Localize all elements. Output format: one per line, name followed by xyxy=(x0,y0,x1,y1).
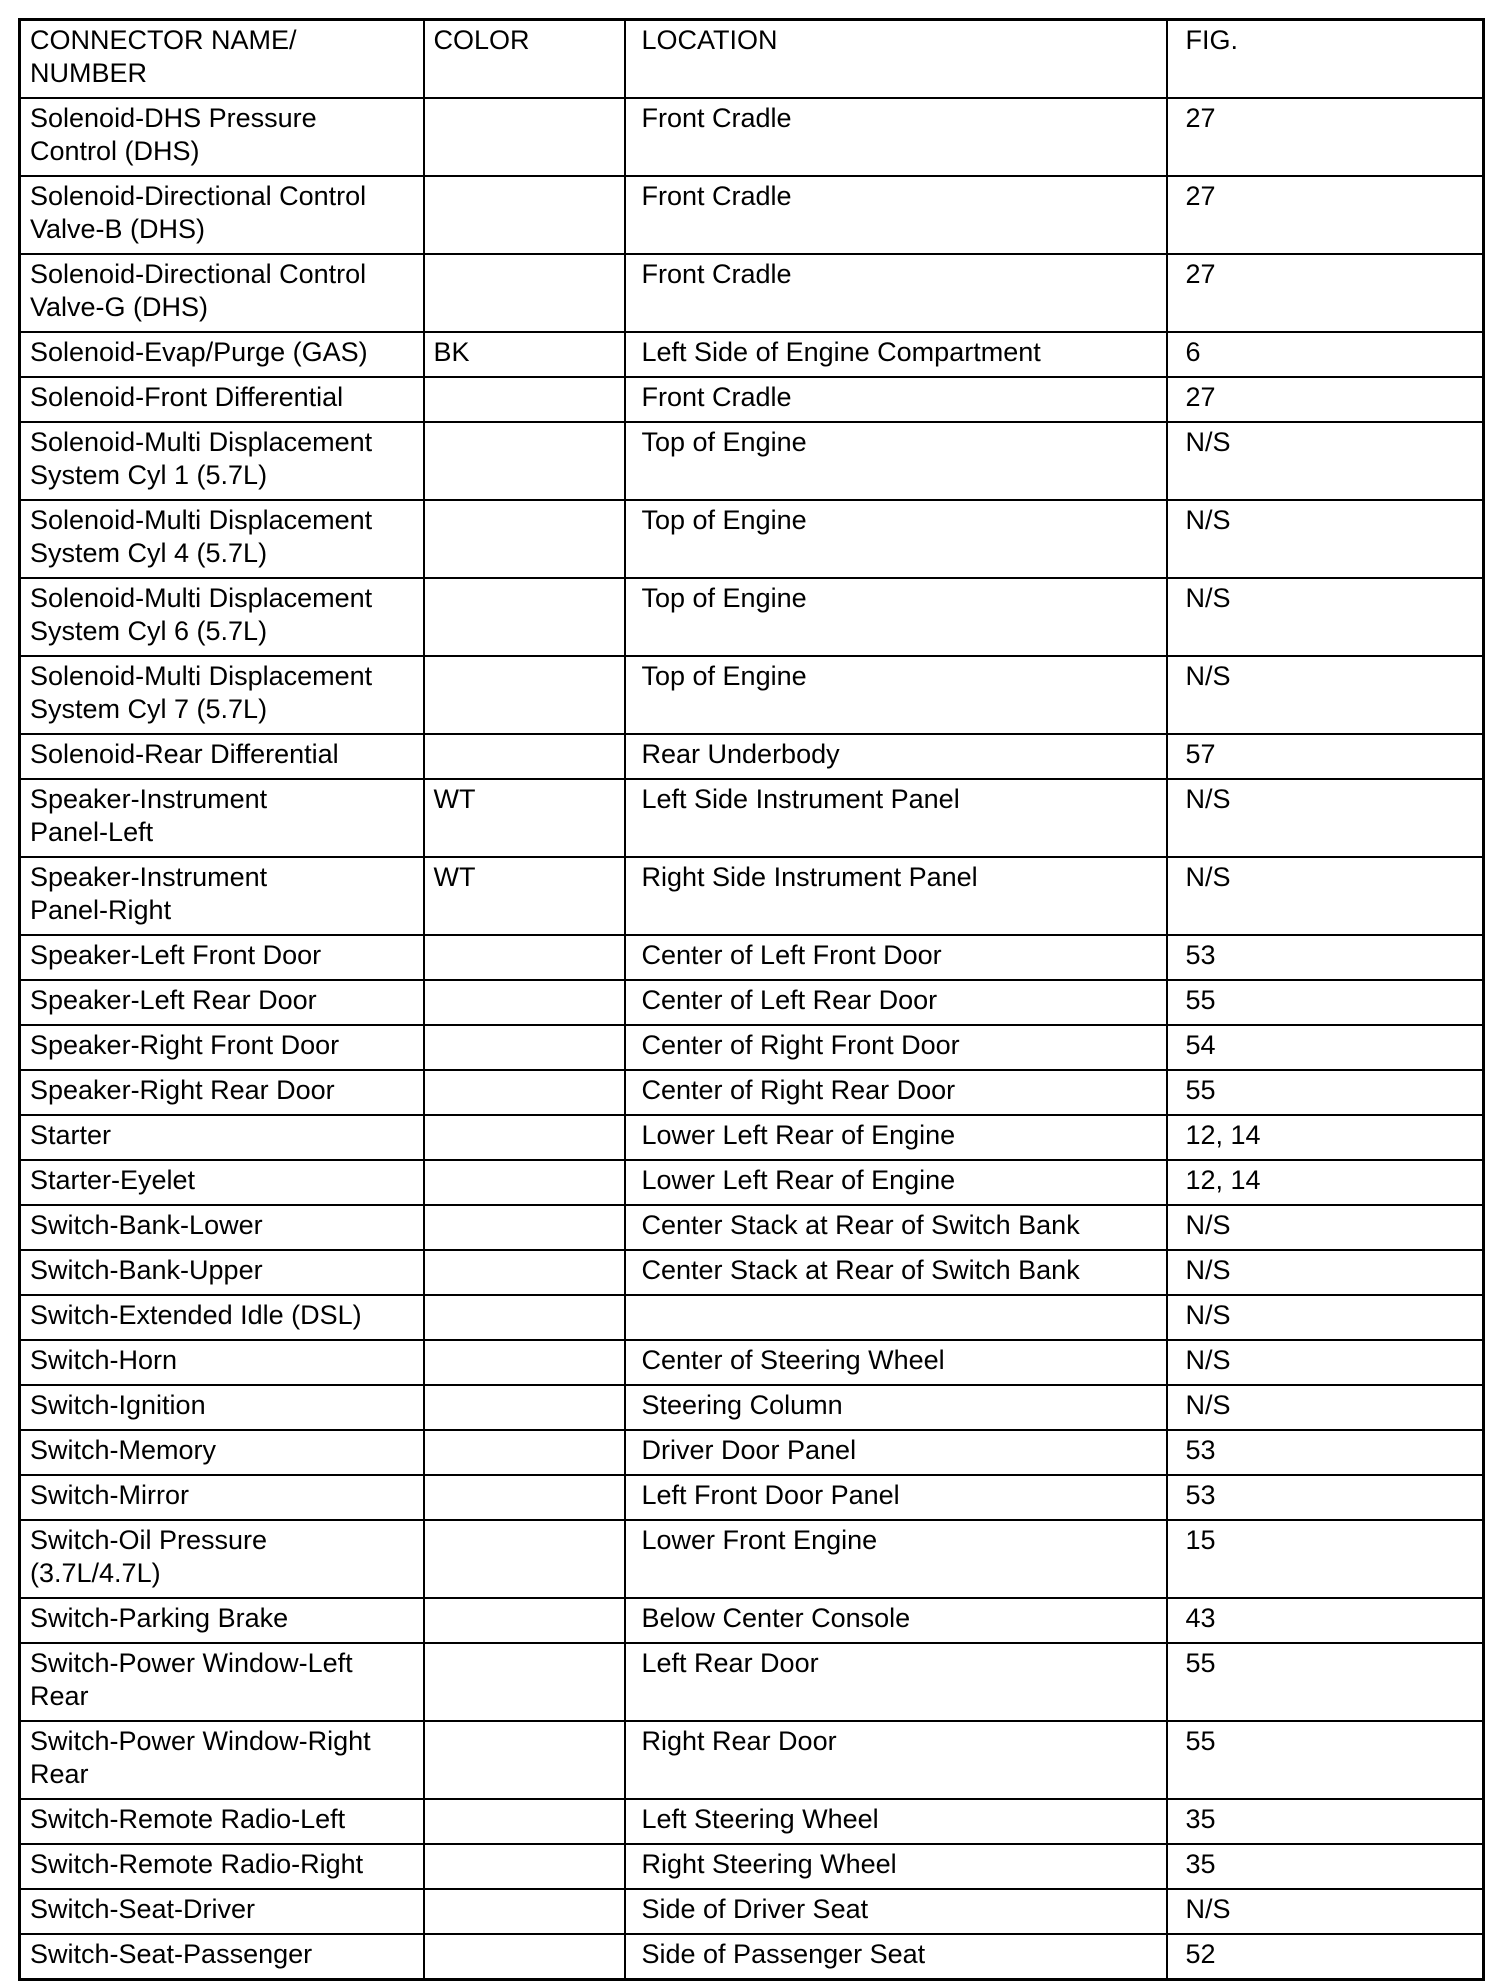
cell-fig: N/S xyxy=(1167,779,1484,857)
cell-fig: N/S xyxy=(1167,578,1484,656)
cell-color xyxy=(424,1295,625,1340)
table-row xyxy=(20,254,1484,332)
cell-connector-name: Speaker-Instrument Panel-Right xyxy=(20,857,424,935)
cell-color xyxy=(424,1721,625,1799)
table-row xyxy=(20,1295,1484,1340)
cell-color xyxy=(424,377,625,422)
cell-location: Left Side of Engine Compartment xyxy=(625,332,1167,377)
cell-location: Front Cradle xyxy=(625,254,1167,332)
cell-fig: N/S xyxy=(1167,422,1484,500)
cell-fig: N/S xyxy=(1167,1340,1484,1385)
table-row xyxy=(20,500,1484,578)
cell-location: Top of Engine xyxy=(625,578,1167,656)
cell-fig: 15 xyxy=(1167,1520,1484,1598)
cell-location: Center of Left Front Door xyxy=(625,935,1167,980)
cell-location: Center Stack at Rear of Switch Bank xyxy=(625,1250,1167,1295)
cell-color xyxy=(424,935,625,980)
cell-location: Center Stack at Rear of Switch Bank xyxy=(625,1205,1167,1250)
cell-color: BK xyxy=(424,332,625,377)
cell-connector-name: Switch-Seat-Passenger xyxy=(20,1934,424,1980)
cell-color: WT xyxy=(424,779,625,857)
cell-location: Center of Right Rear Door xyxy=(625,1070,1167,1115)
cell-location: Top of Engine xyxy=(625,500,1167,578)
cell-color xyxy=(424,176,625,254)
cell-connector-name: Switch-Bank-Lower xyxy=(20,1205,424,1250)
cell-connector-name: Speaker-Right Front Door xyxy=(20,1025,424,1070)
table-row xyxy=(20,1934,1484,1980)
cell-connector-name: Switch-Ignition xyxy=(20,1385,424,1430)
cell-location: Lower Left Rear of Engine xyxy=(625,1160,1167,1205)
cell-color xyxy=(424,1160,625,1205)
cell-location: Top of Engine xyxy=(625,656,1167,734)
cell-fig: 43 xyxy=(1167,1598,1484,1643)
cell-fig: 55 xyxy=(1167,1643,1484,1721)
cell-connector-name: Switch-Parking Brake xyxy=(20,1598,424,1643)
cell-location: Side of Passenger Seat xyxy=(625,1934,1167,1980)
table-row xyxy=(20,332,1484,377)
table-row xyxy=(20,1025,1484,1070)
table-row xyxy=(20,1070,1484,1115)
cell-connector-name: Switch-Power Window-Right Rear xyxy=(20,1721,424,1799)
cell-location: Front Cradle xyxy=(625,377,1167,422)
table-row xyxy=(20,1889,1484,1934)
cell-color xyxy=(424,1205,625,1250)
cell-color xyxy=(424,1520,625,1598)
cell-location: Side of Driver Seat xyxy=(625,1889,1167,1934)
table-row xyxy=(20,779,1484,857)
cell-location: Front Cradle xyxy=(625,98,1167,176)
cell-location: Right Side Instrument Panel xyxy=(625,857,1167,935)
cell-fig: 55 xyxy=(1167,980,1484,1025)
cell-connector-name: Switch-Power Window-Left Rear xyxy=(20,1643,424,1721)
table-row xyxy=(20,1205,1484,1250)
table-row xyxy=(20,176,1484,254)
header-location: LOCATION xyxy=(625,20,1167,99)
table-row xyxy=(20,1250,1484,1295)
cell-connector-name: Switch-Memory xyxy=(20,1430,424,1475)
table-header-row xyxy=(20,20,1484,99)
cell-fig: 57 xyxy=(1167,734,1484,779)
cell-fig: N/S xyxy=(1167,1385,1484,1430)
table-row xyxy=(20,578,1484,656)
cell-fig: 6 xyxy=(1167,332,1484,377)
cell-color xyxy=(424,422,625,500)
cell-location: Top of Engine xyxy=(625,422,1167,500)
cell-fig: N/S xyxy=(1167,1295,1484,1340)
cell-fig: 35 xyxy=(1167,1799,1484,1844)
cell-color xyxy=(424,980,625,1025)
cell-connector-name: Switch-Oil Pressure (3.7L/4.7L) xyxy=(20,1520,424,1598)
cell-connector-name: Solenoid-Multi Displacement System Cyl 6 (5.7L) xyxy=(20,578,424,656)
cell-connector-name: Solenoid-Directional Control Valve-G (DHS) xyxy=(20,254,424,332)
header-fig: FIG. xyxy=(1167,20,1484,99)
cell-color xyxy=(424,1430,625,1475)
cell-location: Lower Front Engine xyxy=(625,1520,1167,1598)
connector-table xyxy=(18,18,1485,1981)
cell-color: WT xyxy=(424,857,625,935)
cell-connector-name: Solenoid-Multi Displacement System Cyl 7 (5.7L) xyxy=(20,656,424,734)
cell-location: Steering Column xyxy=(625,1385,1167,1430)
cell-color xyxy=(424,98,625,176)
cell-fig: 27 xyxy=(1167,176,1484,254)
cell-connector-name: Solenoid-DHS Pressure Control (DHS) xyxy=(20,98,424,176)
table-row xyxy=(20,1160,1484,1205)
cell-color xyxy=(424,1340,625,1385)
cell-connector-name: Solenoid-Rear Differential xyxy=(20,734,424,779)
table-row xyxy=(20,1385,1484,1430)
cell-location: Left Side Instrument Panel xyxy=(625,779,1167,857)
header-color: COLOR xyxy=(424,20,625,99)
cell-connector-name: Switch-Extended Idle (DSL) xyxy=(20,1295,424,1340)
cell-connector-name: Switch-Horn xyxy=(20,1340,424,1385)
table-row xyxy=(20,98,1484,176)
table-row xyxy=(20,1475,1484,1520)
cell-fig: N/S xyxy=(1167,656,1484,734)
table-row xyxy=(20,422,1484,500)
cell-color xyxy=(424,1070,625,1115)
cell-fig: N/S xyxy=(1167,500,1484,578)
cell-color xyxy=(424,1844,625,1889)
cell-connector-name: Solenoid-Multi Displacement System Cyl 4 (5.7L) xyxy=(20,500,424,578)
cell-connector-name: Solenoid-Front Differential xyxy=(20,377,424,422)
cell-location: Center of Left Rear Door xyxy=(625,980,1167,1025)
cell-connector-name: Switch-Remote Radio-Right xyxy=(20,1844,424,1889)
cell-fig: N/S xyxy=(1167,1205,1484,1250)
cell-location: Lower Left Rear of Engine xyxy=(625,1115,1167,1160)
cell-fig: 53 xyxy=(1167,1430,1484,1475)
cell-connector-name: Speaker-Instrument Panel-Left xyxy=(20,779,424,857)
cell-connector-name: Solenoid-Directional Control Valve-B (DHS) xyxy=(20,176,424,254)
cell-color xyxy=(424,1475,625,1520)
table-row xyxy=(20,980,1484,1025)
table-body xyxy=(20,98,1484,1980)
cell-location: Center of Steering Wheel xyxy=(625,1340,1167,1385)
cell-color xyxy=(424,578,625,656)
cell-color xyxy=(424,656,625,734)
cell-color xyxy=(424,1115,625,1160)
cell-connector-name: Speaker-Right Rear Door xyxy=(20,1070,424,1115)
cell-location: Right Steering Wheel xyxy=(625,1844,1167,1889)
cell-fig: 54 xyxy=(1167,1025,1484,1070)
table-row xyxy=(20,1115,1484,1160)
cell-connector-name: Starter-Eyelet xyxy=(20,1160,424,1205)
cell-color xyxy=(424,1889,625,1934)
cell-fig: 12, 14 xyxy=(1167,1160,1484,1205)
header-connector-name: CONNECTOR NAME/ NUMBER xyxy=(20,20,424,99)
table-row xyxy=(20,935,1484,980)
cell-connector-name: Speaker-Left Rear Door xyxy=(20,980,424,1025)
cell-color xyxy=(424,734,625,779)
table-row xyxy=(20,734,1484,779)
cell-color xyxy=(424,500,625,578)
cell-connector-name: Speaker-Left Front Door xyxy=(20,935,424,980)
cell-fig: N/S xyxy=(1167,1889,1484,1934)
cell-location: Left Steering Wheel xyxy=(625,1799,1167,1844)
cell-color xyxy=(424,1934,625,1980)
cell-fig: 35 xyxy=(1167,1844,1484,1889)
cell-color xyxy=(424,1025,625,1070)
cell-fig: 27 xyxy=(1167,377,1484,422)
cell-color xyxy=(424,1250,625,1295)
cell-fig: N/S xyxy=(1167,1250,1484,1295)
table-row xyxy=(20,1643,1484,1721)
cell-fig: 27 xyxy=(1167,254,1484,332)
cell-location: Right Rear Door xyxy=(625,1721,1167,1799)
cell-connector-name: Switch-Mirror xyxy=(20,1475,424,1520)
table-row xyxy=(20,1430,1484,1475)
cell-color xyxy=(424,1385,625,1430)
cell-color xyxy=(424,1799,625,1844)
cell-connector-name: Switch-Bank-Upper xyxy=(20,1250,424,1295)
cell-location: Below Center Console xyxy=(625,1598,1167,1643)
cell-connector-name: Switch-Remote Radio-Left xyxy=(20,1799,424,1844)
cell-fig: 55 xyxy=(1167,1721,1484,1799)
cell-fig: 53 xyxy=(1167,1475,1484,1520)
table-row xyxy=(20,1844,1484,1889)
cell-connector-name: Solenoid-Evap/Purge (GAS) xyxy=(20,332,424,377)
cell-fig: 53 xyxy=(1167,935,1484,980)
cell-connector-name: Solenoid-Multi Displacement System Cyl 1 (5.7L) xyxy=(20,422,424,500)
table-row xyxy=(20,1598,1484,1643)
cell-location xyxy=(625,1295,1167,1340)
table-row xyxy=(20,1340,1484,1385)
cell-connector-name: Switch-Seat-Driver xyxy=(20,1889,424,1934)
cell-fig: N/S xyxy=(1167,857,1484,935)
cell-location: Center of Right Front Door xyxy=(625,1025,1167,1070)
cell-fig: 12, 14 xyxy=(1167,1115,1484,1160)
cell-location: Left Rear Door xyxy=(625,1643,1167,1721)
cell-connector-name: Starter xyxy=(20,1115,424,1160)
cell-color xyxy=(424,1643,625,1721)
table-row xyxy=(20,857,1484,935)
cell-fig: 55 xyxy=(1167,1070,1484,1115)
cell-location: Front Cradle xyxy=(625,176,1167,254)
cell-color xyxy=(424,1598,625,1643)
cell-location: Left Front Door Panel xyxy=(625,1475,1167,1520)
cell-fig: 27 xyxy=(1167,98,1484,176)
cell-color xyxy=(424,254,625,332)
table-row xyxy=(20,1799,1484,1844)
cell-location: Rear Underbody xyxy=(625,734,1167,779)
table-row xyxy=(20,377,1484,422)
table-row xyxy=(20,656,1484,734)
cell-fig: 52 xyxy=(1167,1934,1484,1980)
table-row xyxy=(20,1520,1484,1598)
cell-location: Driver Door Panel xyxy=(625,1430,1167,1475)
table-row xyxy=(20,1721,1484,1799)
